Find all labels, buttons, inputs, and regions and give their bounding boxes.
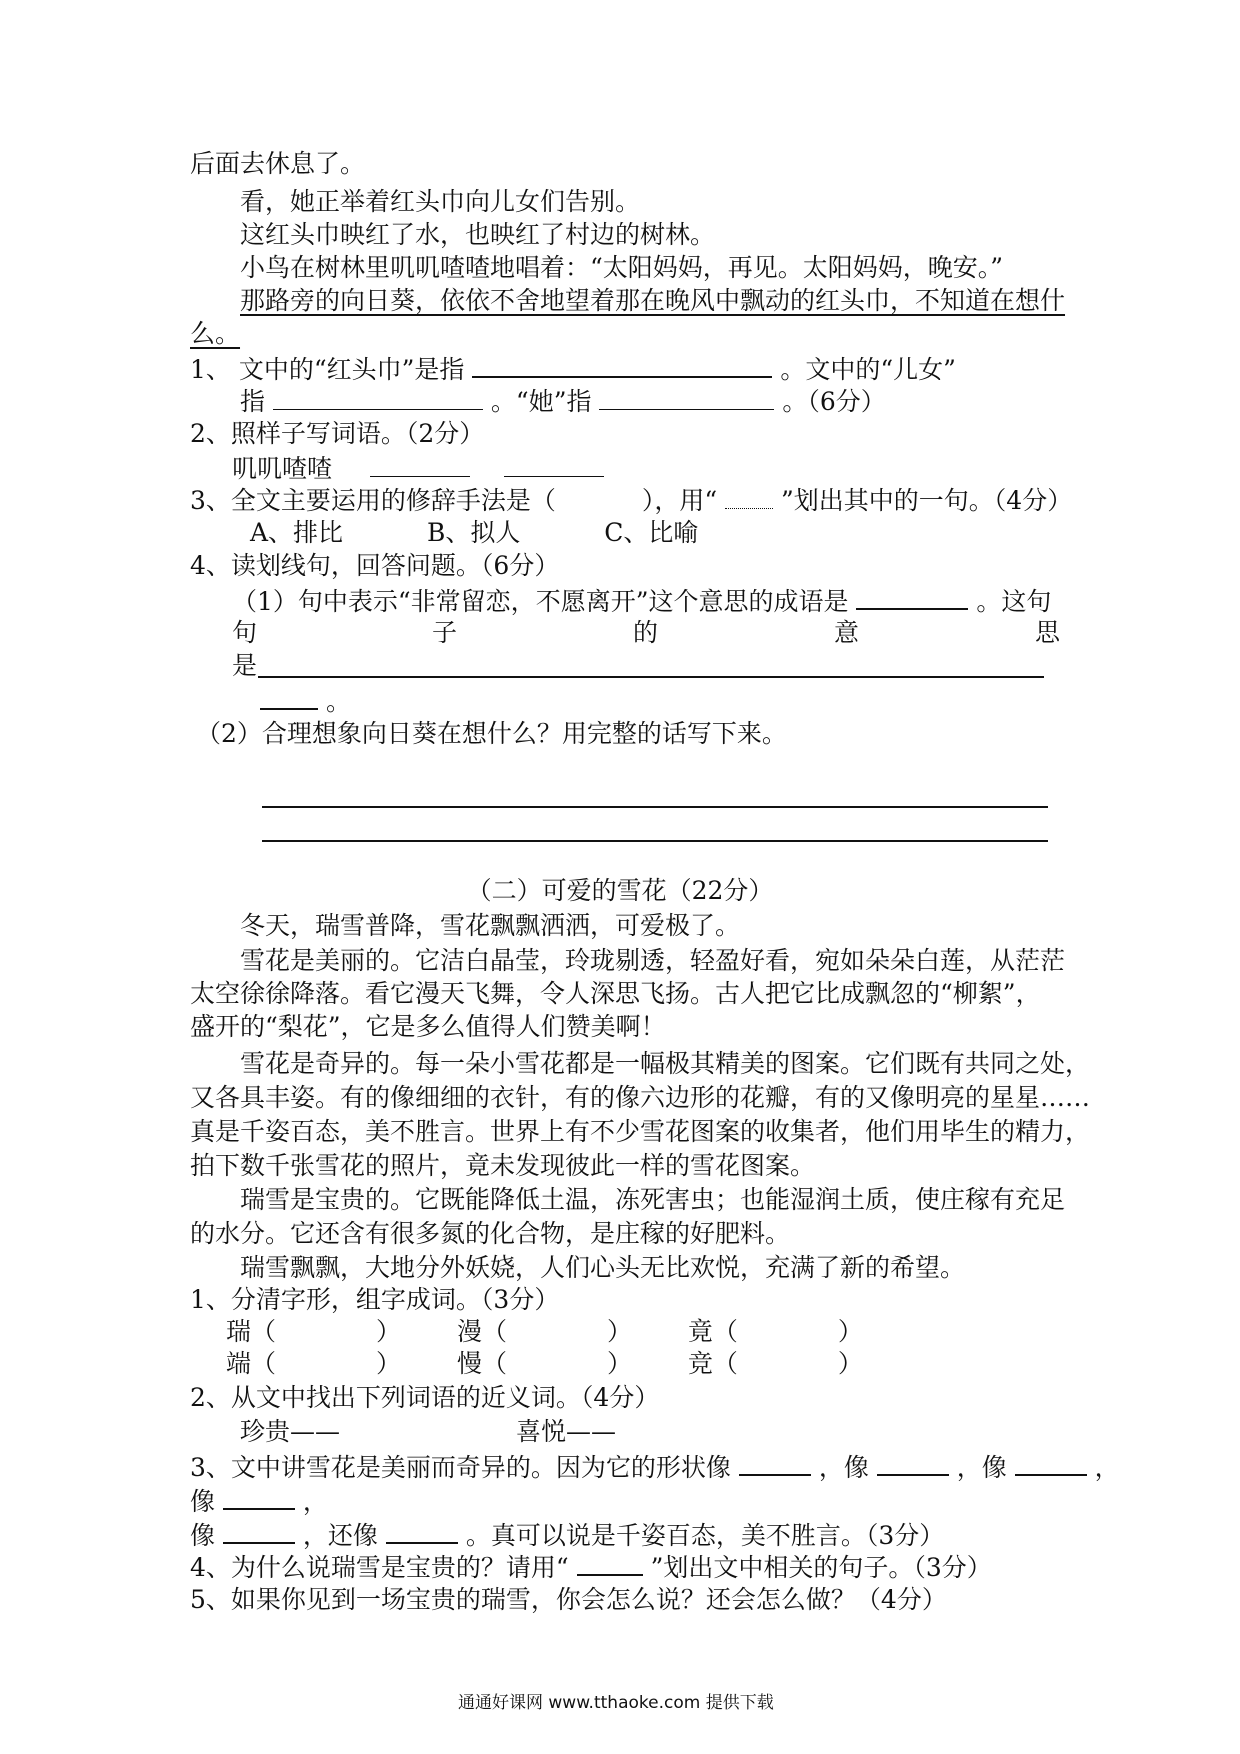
question-4: 4、读划线句，回答问题。（6分） (190, 551, 560, 580)
question-text: 。“她”指 (490, 387, 592, 416)
paren: ） (376, 1349, 402, 1378)
example-text: 叽叽喳喳 (232, 454, 333, 483)
paren: ） (606, 1317, 632, 1346)
passage-line: 拍下数千张雪花的照片，竟未发现彼此一样的雪花图案。 (190, 1151, 816, 1180)
passage-line: 冬天，瑞雪普降，雪花飘飘洒洒，可爱极了。 (240, 911, 741, 940)
question-text: 像 (190, 1487, 216, 1516)
question-4-1 (232, 584, 1051, 618)
answer-line-label: 是 (232, 651, 258, 680)
question-text: 。这句 (976, 587, 1052, 616)
char-pair-row-1 (226, 1316, 863, 1348)
answer-blank[interactable] (472, 352, 772, 378)
question-text: 。文中的“儿女” (780, 355, 956, 384)
question-5: 5、如果你见到一场宝贵的瑞雪，你会怎么说？还会怎么做？（4分） (190, 1585, 947, 1614)
question-text: ”划出文中相关的句子。（3分） (650, 1553, 992, 1582)
char-label: 漫（ (456, 1317, 507, 1346)
char-label: 竞（ (687, 1349, 738, 1378)
question-text: 指 (240, 387, 266, 416)
answer-blank[interactable] (386, 1518, 458, 1544)
justified-char: 句 (232, 618, 258, 647)
question-3 (190, 484, 1072, 517)
answer-blank[interactable] (856, 584, 968, 610)
synonym-a: 珍贵—— (240, 1417, 341, 1446)
question-text: ，像 (818, 1453, 869, 1482)
answer-blank[interactable] (1015, 1450, 1087, 1476)
synonym-b: 喜悦—— (516, 1417, 617, 1446)
answer-line-cont (260, 684, 351, 718)
answer-blank[interactable] (273, 385, 483, 410)
answer-blank[interactable] (599, 385, 774, 410)
passage-line: 这红头巾映红了水，也映红了村边的树林。 (240, 220, 716, 249)
answer-blank[interactable] (223, 1518, 295, 1544)
answer-blank[interactable] (739, 1450, 811, 1476)
char-label: 瑞（ (226, 1317, 277, 1346)
question-1: 1、分清字形，组字成词。（3分） (190, 1285, 560, 1314)
passage-line: 雪花是美丽的。它洁白晶莹，玲珑剔透，轻盈好看，宛如朵朵白莲，从茫茫 (240, 946, 1066, 975)
question-text: 3、文中讲雪花是美丽而奇异的。因为它的形状像 (190, 1453, 731, 1482)
underline-sample (577, 1550, 643, 1576)
passage-line: 盛开的“梨花”，它是多么值得人们赞美啊！ (190, 1012, 666, 1041)
question-text: ），用“ (641, 486, 718, 515)
question-1-cont (240, 385, 886, 418)
char-label: 竟（ (687, 1317, 738, 1346)
question-3-cont (190, 1518, 944, 1552)
passage-line: 真是千姿百态，美不胜言。世界上有不少雪花图案的收集者，他们用毕生的精力， (190, 1117, 1091, 1146)
answer-line[interactable] (262, 840, 1048, 842)
paren: ） (837, 1349, 863, 1378)
question-text: 4、为什么说瑞雪是宝贵的？请用“ (190, 1553, 569, 1582)
question-text: ”划出其中的一句。（4分） (781, 486, 1073, 515)
option-c[interactable]: C、比喻 (604, 518, 699, 547)
justified-char: 的 (633, 618, 659, 647)
question-text: 像 (190, 1521, 216, 1550)
option-b[interactable]: B、拟人 (426, 518, 521, 547)
question-text: 。（6分） (782, 387, 886, 416)
underlined-sentence-end: 么。 (190, 319, 241, 348)
answer-blank[interactable] (223, 1484, 295, 1510)
question-text: （1）句中表示“非常留恋，不愿离开”这个意思的成语是 (232, 587, 849, 616)
passage-line: 雪花是奇异的。每一朵小雪花都是一幅极其精美的图案。它们既有共同之处， (240, 1049, 1091, 1078)
question-text: ， (1094, 1453, 1120, 1482)
answer-line[interactable] (258, 676, 1044, 678)
paren: ） (606, 1349, 632, 1378)
passage-line: 太空徐徐降落。看它漫天飞舞，令人深思飞扬。古人把它比成飘忽的“柳絮”， (190, 979, 1041, 1008)
paren: ） (376, 1317, 402, 1346)
question-text: 1、 文中的“红头巾”是指 (190, 355, 465, 384)
example-word (232, 452, 604, 485)
section-title: （二）可爱的雪花（22分） (466, 876, 774, 905)
paren: ） (837, 1317, 863, 1346)
footer-text: 通通好课网 www.tthaoke.com 提供下载 (458, 1693, 774, 1713)
passage-line: 后面去休息了。 (190, 149, 366, 178)
wavy-line-sample (725, 484, 773, 509)
question-text: 。 (325, 687, 351, 716)
char-label: 端（ (226, 1349, 277, 1378)
options (250, 517, 698, 549)
passage-line: 瑞雪是宝贵的。它既能降低土温，冻死害虫；也能湿润土质，使庄稼有充足 (240, 1185, 1066, 1214)
char-pair-row-2 (226, 1348, 863, 1380)
answer-line[interactable] (262, 806, 1048, 808)
justified-char: 意 (834, 618, 860, 647)
question-1 (190, 352, 956, 386)
underlined-sentence: 那路旁的向日葵，依依不舍地望着那在晚风中飘动的红头巾，不知道在想什 (240, 286, 1066, 315)
question-2: 2、照样子写词语。（2分） (190, 419, 485, 448)
passage-line: 看，她正举着红头巾向儿女们告别。 (240, 187, 641, 216)
question-2: 2、从文中找出下列词语的近义词。（4分） (190, 1383, 660, 1412)
question-text: ，像 (956, 1453, 1007, 1482)
question-4 (190, 1550, 992, 1584)
question-4-2: （2）合理想象向日葵在想什么？用完整的话写下来。 (196, 719, 787, 748)
question-3 (190, 1450, 1120, 1484)
question-text: ，还像 (302, 1521, 378, 1550)
answer-blank[interactable] (370, 452, 470, 477)
justified-char: 思 (1035, 618, 1061, 647)
answer-blank[interactable] (260, 684, 318, 710)
passage-line: 又各具丰姿。有的像细细的衣针，有的像六边形的花瓣，有的又像明亮的星星…… (190, 1083, 1091, 1112)
question-3-cont (190, 1484, 328, 1518)
question-text: ， (302, 1487, 328, 1516)
justified-char: 子 (432, 618, 458, 647)
answer-blank[interactable] (877, 1450, 949, 1476)
passage-line: 的水分。它还含有很多氮的化合物，是庄稼的好肥料。 (190, 1219, 791, 1248)
option-a[interactable]: A、排比 (250, 518, 344, 547)
question-text: 3、全文主要运用的修辞手法是（ (190, 486, 556, 515)
passage-line: 瑞雪飘飘，大地分外妖娆，人们心头无比欢悦，充满了新的希望。 (240, 1253, 966, 1282)
question-text: 。真可以说是千姿百态，美不胜言。（3分） (465, 1521, 945, 1550)
char-label: 慢（ (456, 1349, 507, 1378)
passage-line: 小鸟在树林里叽叽喳喳地唱着：“太阳妈妈，再见。太阳妈妈，晚安。” (240, 253, 1004, 282)
answer-blank[interactable] (504, 452, 604, 477)
